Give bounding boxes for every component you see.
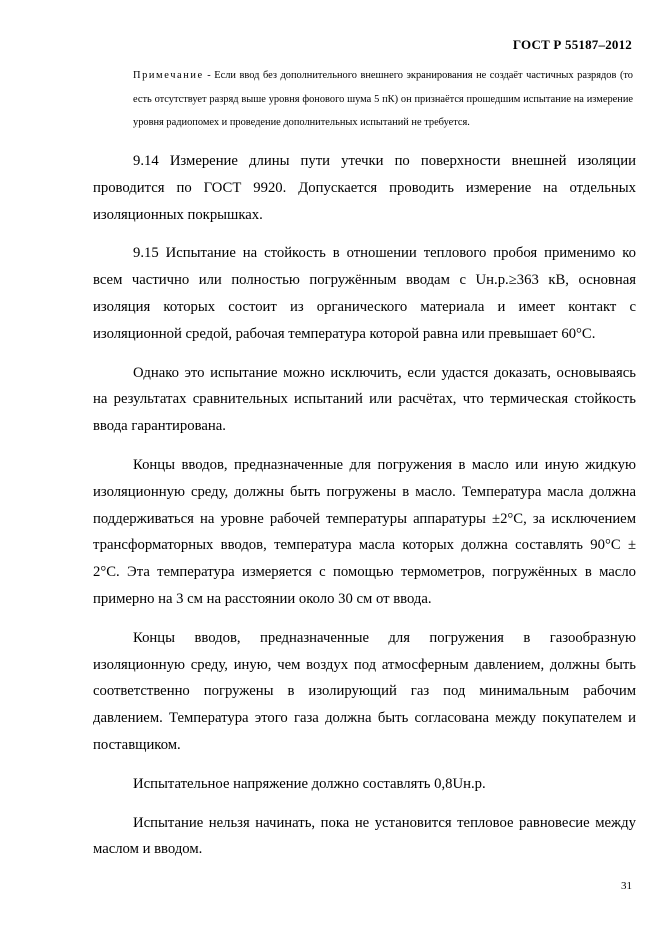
paragraph-gas-immersion: Концы вводов, предназначенные для погружения в газообразную изоляционную среду, иную, чем воздух под атмосферным давлением, должны быть соответственно погружены в изолирующий газ под минимальным рабочим давлением. Температура этого газа должна быть согласована между покупателем и поставщиком. [93,629,636,753]
note-block [133,64,633,135]
body-text [93,148,636,863]
paragraph-oil-immersion: Концы вводов, предназначенные для погружения в масло или иную жидкую изоляционную среду, должны быть погружены в масло. Температура масла должна поддерживаться на уровне рабочей температуры аппаратуры ±2°С, за исключением трансформаторных вводов, температура масла которых должна составлять 90°С ± 2°С. Эта температура измеряется с помощью термометров, погружённых в масло примерно на 3 см на расстоянии около 30 см от ввода. [93,456,636,607]
paragraph-exception: Однако это испытание можно исключить, если удастся доказать, основываясь на результатах сравнительных испытаний или расчётах, что термическая стойкость ввода гарантирована. [93,364,636,435]
paragraph-9-14: 9.14 Измерение длины пути утечки по поверхности внешней изоляции проводится по ГОСТ 9920. Допускается проводить измерение на отдельных изоляционных покрышках. [93,153,636,223]
page-number: 31 [621,880,632,892]
document-header: ГОСТ Р 55187–2012 [512,37,632,52]
paragraph-9-15: 9.15 Испытание на стойкость в отношении теплового пробоя применимо ко всем частично или полностью погружённым вводам с Uн.р.≥363 кВ, основная изоляция которых состоит из органического материала и имеет контакт с изоляционной средой, рабочая температура которой равна или превышает 60°С. [93,245,636,342]
note-text: - Если ввод без дополнительного внешнего экранирования не создаёт частичных разрядов (то есть отсутствует разряд выше уровня фонового шума 5 пК) он признаётся прошедшим испытание на измерение уровня радиопомех и проведение дополнительных испытаний не требуется. [133,70,633,129]
note-label: Примечание [133,70,204,81]
paragraph-thermal-equilibrium: Испытание нельзя начинать, пока не установится тепловое равновесие между маслом и вводом. [93,814,636,858]
paragraph-test-voltage: Испытательное напряжение должно составлять 0,8Uн.р. [133,775,486,792]
